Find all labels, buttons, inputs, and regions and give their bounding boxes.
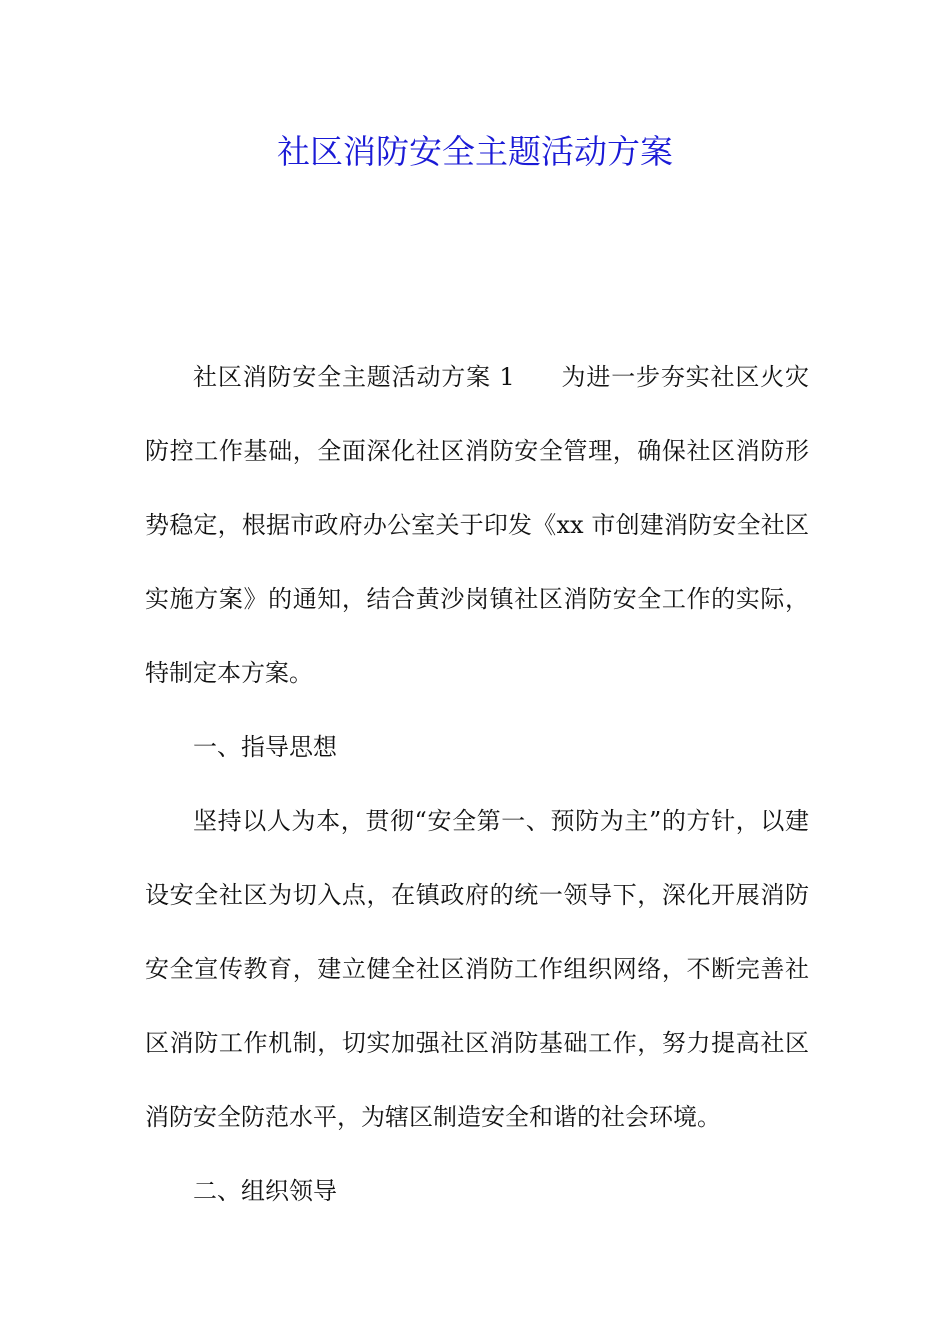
paragraph-text: 为进一步夯实社区火灾防控工作基础，全面深化社区消防安全管理，确保社区消防形势稳定，根据市政府办公室关于印发《xx 市创建消防安全社区实施方案》的通知，结合黄沙岗镇社区消防安全工作的实际，特制定本方案。: [145, 363, 810, 687]
paragraph-guiding-thought: 坚持以人为本，贯彻“安全第一、预防为主”的方针，以建设安全社区为切入点，在镇政府的统一领导下，深化开展消防安全宣传教育，建立健全社区消防工作组织网络，不断完善社区消防工作机制，切实加强社区消防基础工作，努力提高社区消防安全防范水平，为辖区制造安全和谐的社会环境。: [145, 807, 809, 1131]
section-heading-organization: 二、组织领导: [193, 1177, 337, 1205]
section-heading-guiding-thought: 一、指导思想: [193, 733, 337, 761]
document-body: [145, 340, 809, 1228]
paragraph-intro: [145, 340, 809, 710]
document-title: 社区消防安全主题活动方案: [277, 132, 673, 171]
paragraph-lead: 社区消防安全主题活动方案 1: [193, 363, 515, 391]
